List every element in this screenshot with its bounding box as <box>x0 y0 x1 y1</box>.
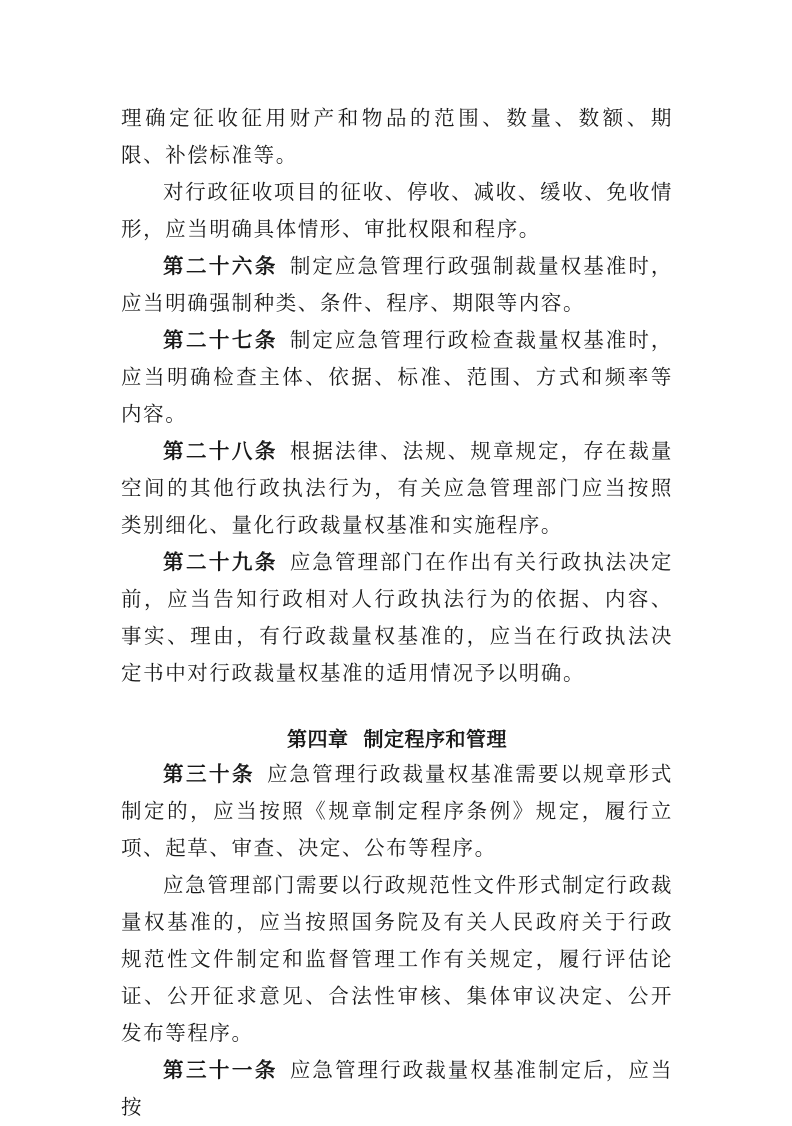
article-number: 第二十六条 <box>163 254 278 278</box>
article-30 <box>121 756 673 867</box>
article-31 <box>121 1052 673 1126</box>
article-26 <box>121 248 673 322</box>
paragraph-text: 对行政征收项目的征收、停收、减收、缓收、免收情形，应当明确具体情形、审批权限和程序。 <box>121 180 673 241</box>
article-27 <box>121 322 673 433</box>
paragraph-text: 根据法律、法规、规章规定，存在裁量空间的其他行政执法行为，有关应急管理部门应当按照类别细化、量化行政裁量权基准和实施程序。 <box>121 439 674 537</box>
chapter-title: 制定程序和管理 <box>363 727 507 751</box>
chapter-heading <box>121 722 673 756</box>
document-page <box>121 100 673 1126</box>
article-number: 第三十一条 <box>163 1058 278 1082</box>
paragraph-text: 应急管理行政裁量权基准需要以规章形式制定的，应当按照《规章制定程序条例》规定，履行立项、起草、审查、决定、公布等程序。 <box>121 762 673 860</box>
article-28 <box>121 433 673 544</box>
article-29 <box>121 544 673 692</box>
paragraph-text: 理确定征收征用财产和物品的范围、数量、数额、期限、补偿标准等。 <box>121 106 673 167</box>
paragraph-text: 制定应急管理行政强制裁量权基准时，应当明确强制种类、条件、程序、期限等内容。 <box>121 254 674 315</box>
paragraph-text: 制定应急管理行政检查裁量权基准时，应当明确检查主体、依据、标准、范围、方式和频率等内容。 <box>121 328 674 426</box>
article-number: 第二十九条 <box>163 550 278 574</box>
paragraph-text: 应急管理行政裁量权基准制定后，应当按 <box>121 1058 674 1119</box>
paragraph <box>121 867 673 1052</box>
article-number: 第二十八条 <box>163 439 278 463</box>
article-number: 第二十七条 <box>163 328 278 352</box>
paragraph <box>121 100 673 174</box>
paragraph-text: 应急管理部门在作出有关行政执法决定前，应当告知行政相对人行政执法行为的依据、内容、事实、理由，有行政裁量权基准的，应当在行政执法决定书中对行政裁量权基准的适用情况予以明确。 <box>121 550 674 685</box>
paragraph-text: 应急管理部门需要以行政规范性文件形式制定行政裁量权基准的，应当按照国务院及有关人民政府关于行政规范性文件制定和监督管理工作有关规定，履行评估论证、公开征求意见、合法性审核、集体审议决定、公开发布等程序。 <box>121 873 673 1045</box>
article-number: 第三十条 <box>163 762 255 786</box>
paragraph <box>121 174 673 248</box>
chapter-number: 第四章 <box>287 727 349 751</box>
